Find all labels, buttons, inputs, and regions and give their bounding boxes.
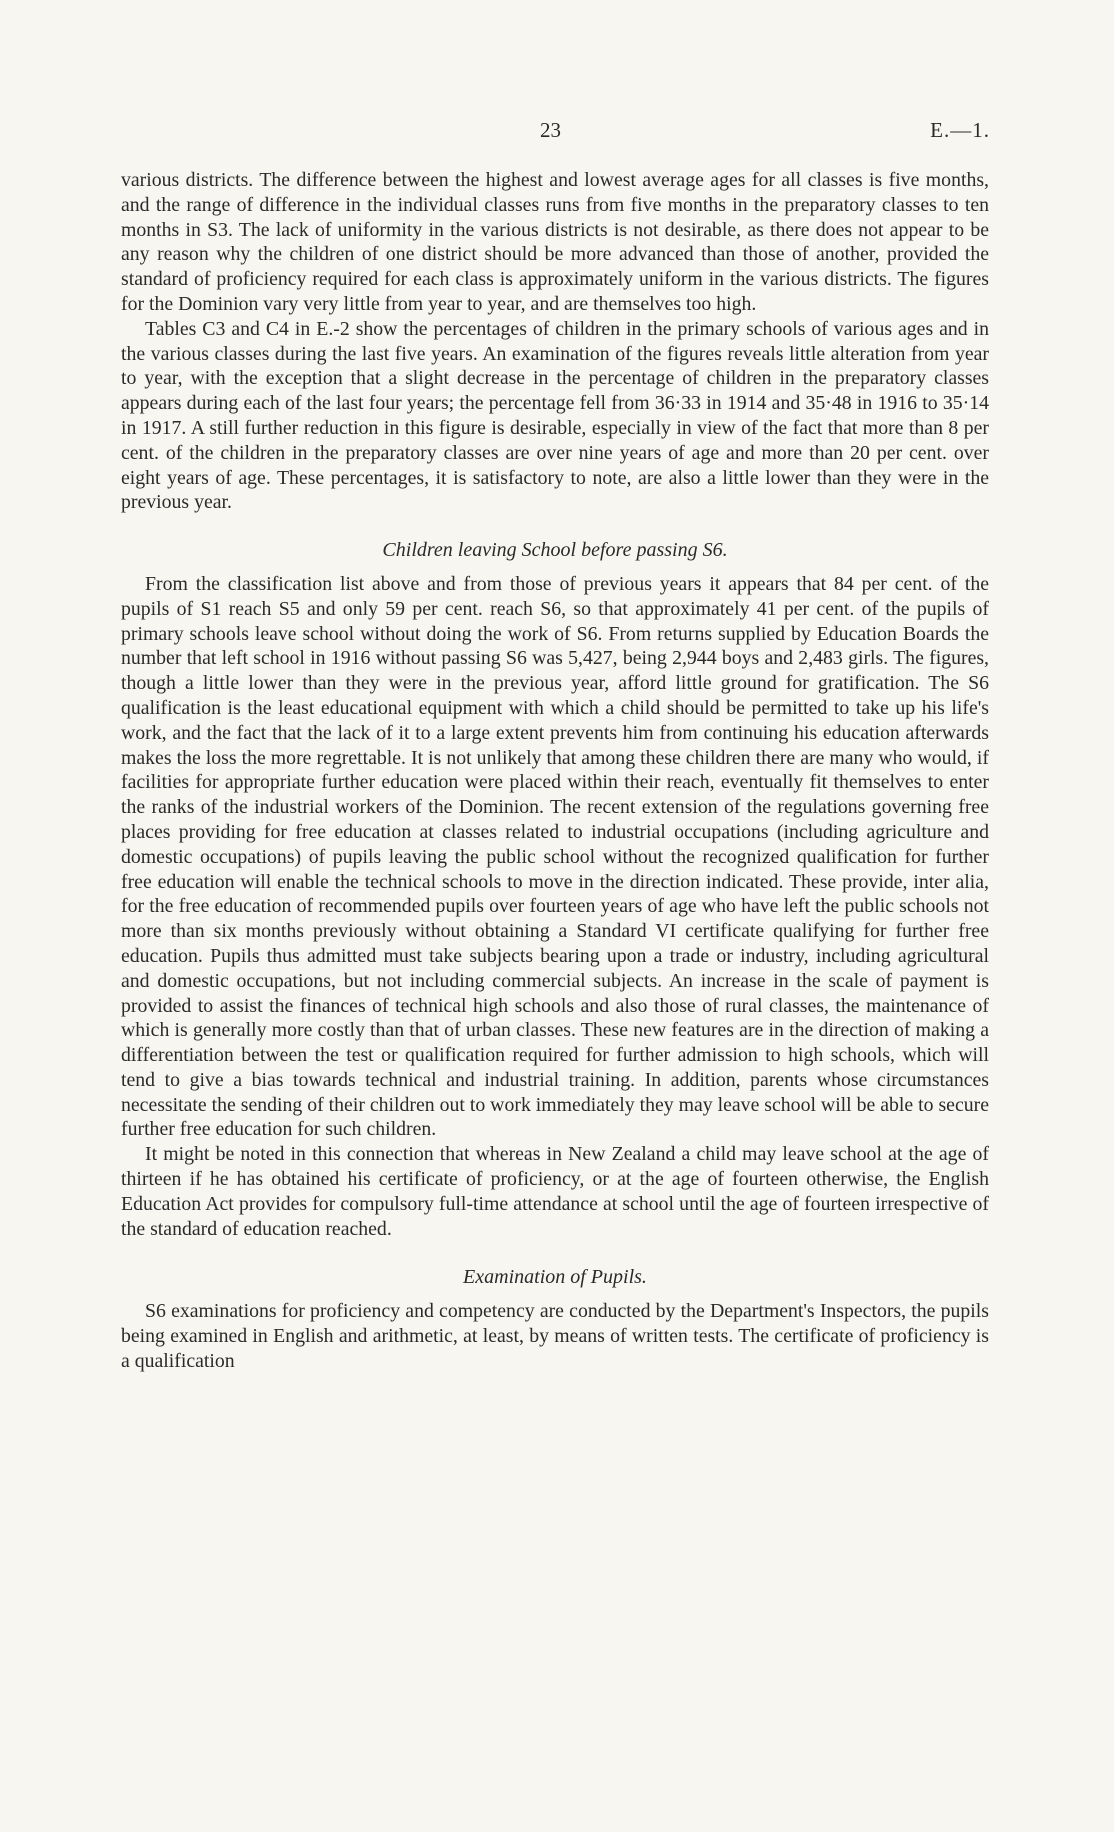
document-reference: E.—1. [930,118,990,142]
page-number: 23 [540,118,561,142]
paragraph: It might be noted in this connection that whereas in New Zealand a child may leave school at the age of thirteen if he has obtained his certificate of proficiency, or at the age of fourteen otherwise, the English Education Act provides for compulsory full-time attendance at school until the age of fourteen irrespective of the standard of education reached. [121,1143,989,1240]
body-text [121,168,989,1374]
section-heading: Children leaving School before passing S6. [382,539,728,562]
section-heading: Examination of Pupils. [463,1266,647,1289]
paragraph: various districts. The difference between the highest and lowest average ages for all classes is five months, and the range of difference in the individual classes runs from five months in the preparatory classes to ten months in S3. The lack of uniformity in the various districts is not desirable, as there does not appear to be any reason why the children of one district should be more advanced than those of another, provided the standard of proficiency required for each class is approximately uniform in the various districts. The figures for the Dominion vary very little from year to year, and are themselves too high. [121,169,989,315]
paragraph: Tables C3 and C4 in E.-2 show the percentages of children in the primary schools of various ages and in the various classes during the last five years. An examination of the figures reveals little alteration from year to year, with the exception that a slight decrease in the percentage of children in the preparatory classes appears during each of the last four years; the percentage fell from 36·33 in 1914 and 35·48 in 1916 to 35·14 in 1917. A still further reduction in this figure is desirable, especially in view of the fact that more than 8 per cent. of the children in the preparatory classes are over nine years of age and more than 20 per cent. over eight years of age. These percentages, it is satisfactory to note, are also a little lower than they were in the previous year. [121,317,989,514]
page-header [0,118,1114,148]
paragraph: From the classification list above and from those of previous years it appears that 84 per cent. of the pupils of S1 reach S5 and only 59 per cent. reach S6, so that approximately 41 per cent. of the pupils of primary schools leave school without doing the work of S6. From returns supplied by Education Boards the number that left school in 1916 without passing S6 was 5,427, being 2,944 boys and 2,483 girls. The figures, though a little lower than they were in the previous year, afford little ground for gratification. The S6 qualification is the least educational equipment with which a child should be permitted to take up his life's work, and the fact that the lack of it to a large extent prevents him from continuing his education afterwards makes the loss the more regrettable. It is not unlikely that among these children there are many who would, if facilities for appropriate further education were placed within their reach, eventually fit themselves to enter the ranks of the industrial workers of the Dominion. The recent extension of the regulations governing free places providing for free education at classes related to industrial occupations (including agriculture and domestic occupations) of pupils leaving the public school without the recognized qualification for further free education will enable the technical schools to move in the direction indicated. These provide, inter alia, for the free education of recommended pupils over fourteen years of age who have left the public schools not more than six months previously without obtaining a Standard VI certificate qualifying for further free education. Pupils thus admitted must take subjects bearing upon a trade or industry, including agricultural and domestic occupations, but not including commercial subjects. An increase in the scale of payment is provided to assist the finances of technical high schools and also those of rural classes, the maintenance of which is generally more costly than that of urban classes. These new features are in the direction of making a differentiation between the test or qualification required for further admission to high schools, which will tend to give a bias towards technical and industrial training. In addition, parents whose circumstances necessitate the sending of their children out to work immediately they may leave school will be able to secure further free education for such children. [121,572,989,1141]
paragraph: S6 examinations for proficiency and competency are conducted by the Department's Inspectors, the pupils being examined in English and arithmetic, at least, by means of written tests. The certificate of proficiency is a qualification [121,1300,989,1372]
